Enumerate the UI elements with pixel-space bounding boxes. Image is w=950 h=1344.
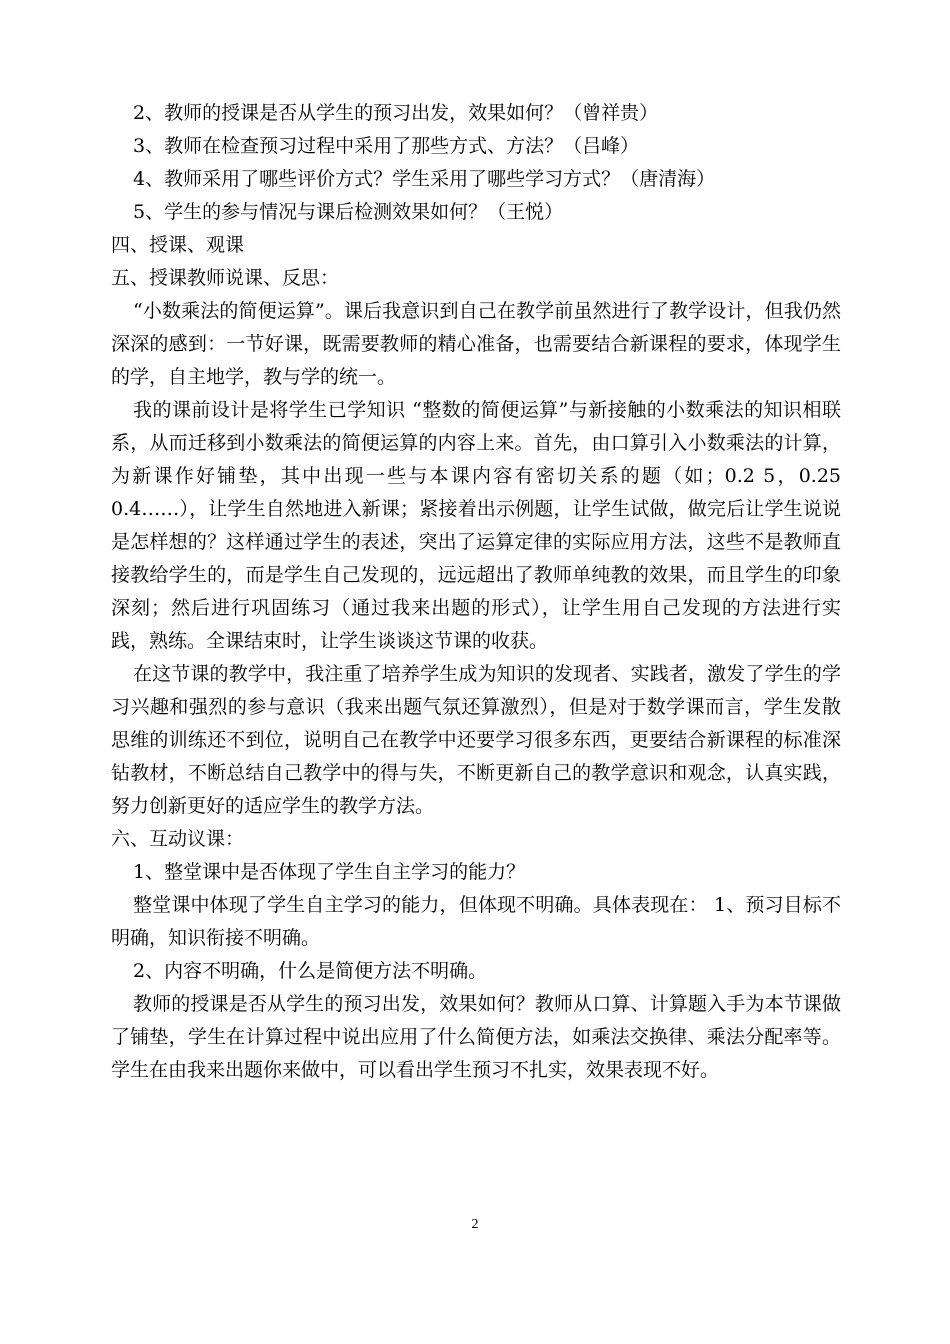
question-item-3: 3、教师在检查预习过程中采用了那些方式、方法？（吕峰） — [133, 135, 640, 157]
question-item-2: 2、教师的授课是否从学生的预习出发，效果如何？（曾祥贵） — [133, 102, 659, 124]
page-number: 2 — [471, 1217, 479, 1232]
question-item-4: 4、教师采用了哪些评价方式？学生采用了哪些学习方式？（唐清海） — [133, 168, 716, 190]
reflection-paragraph-3: 在这节课的教学中，我注重了培养学生成为知识的发现者、实践者，激发了学生的学习兴趣和强烈的参与意识（我来出题气氛还算激烈），但是对于数学课而言，学生发散思维的训练还不到位，说明自己在教学中还要学习很多东西，更要结合新课程的标准深钻教材，不断总结自己教学中的得与失，不断更新自己的教学意识和观念，认真实践，努力创新更好的适应学生的教学方法。 — [111, 663, 841, 817]
question-item-5: 5、学生的参与情况与课后检测效果如何？（王悦） — [133, 201, 564, 223]
section-heading-6: 六、互动议课： — [111, 828, 245, 850]
discussion-point-2: 2、内容不明确，什么是简便方法不明确。 — [133, 960, 488, 982]
discussion-answer-2: 教师的授课是否从学生的预习出发，效果如何？教师从口算、计算题入手为本节课做了铺垫，学生在计算过程中说出应用了什么简便方法，如乘法交换律、乘法分配率等。学生在由我来出题你来做中，可以看出学生预习不扎实，效果表现不好。 — [111, 993, 841, 1081]
section-heading-4: 四、授课、观课 — [111, 234, 245, 256]
reflection-paragraph-1: “小数乘法的简便运算”。课后我意识到自己在教学前虽然进行了教学设计，但我仍然深深的感到：一节好课，既需要教师的精心准备，也需要结合新课程的要求，体现学生的学，自主地学，教与学的统一。 — [111, 300, 841, 388]
discussion-question-1: 1、整堂课中是否体现了学生自主学习的能力？ — [133, 861, 526, 883]
section-heading-5: 五、授课教师说课、反思： — [111, 267, 340, 289]
discussion-answer-1: 整堂课中体现了学生自主学习的能力，但体现不明确。具体表现在： 1、预习目标不明确，知识衔接不明确。 — [111, 894, 841, 949]
document-body — [111, 97, 841, 1087]
reflection-paragraph-2: 我的课前设计是将学生已学知识 “整数的简便运算”与新接触的小数乘法的知识相联系，从而迁移到小数乘法的简便运算的内容上来。首先，由口算引入小数乘法的计算，为新课作好铺垫，其中出现一些与本课内容有密切关系的题（如；0.2 5，0.25 0.4……），让学生自然地进入新课；紧接着出示例题，让学生试做，做完后让学生说说是怎样想的？这样通过学生的表述，突出了运算定律的实际应用方法，这些不是教师直接教给学生的，而是学生自己发现的，远远超出了教师单纯教的效果，而且学生的印象深刻；然后进行巩固练习（通过我来出题的形式），让学生用自己发现的方法进行实践，熟练。全课结束时，让学生谈谈这节课的收获。 — [111, 399, 841, 652]
